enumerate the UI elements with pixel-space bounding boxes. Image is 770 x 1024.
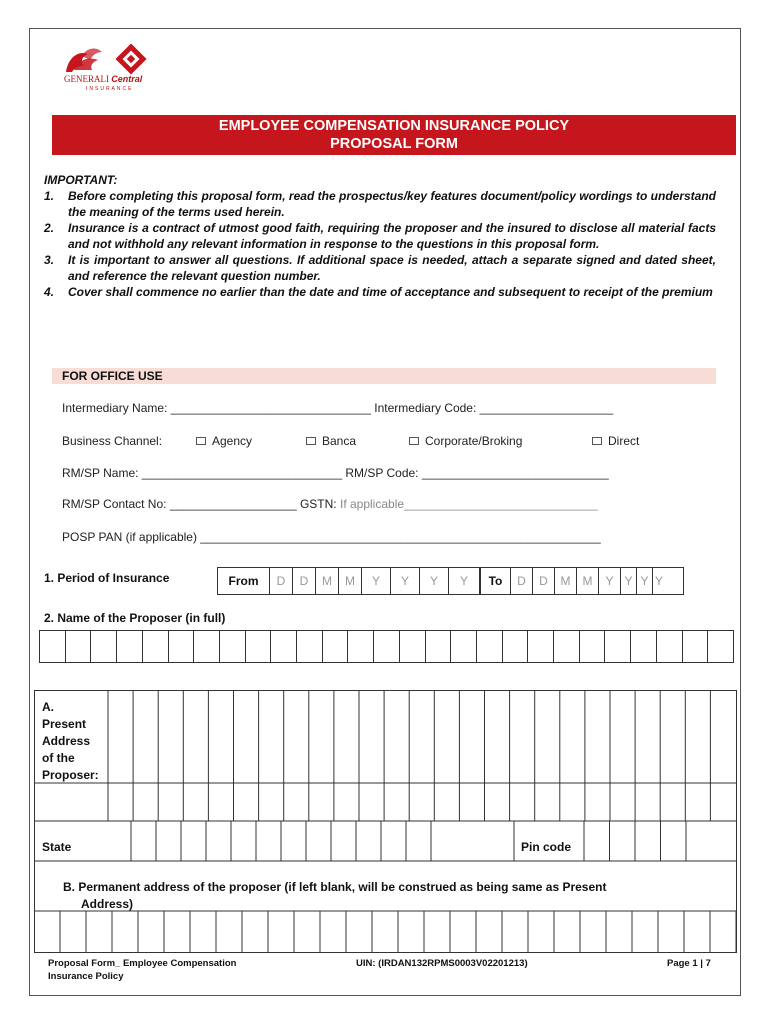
rmsp-row	[62, 466, 609, 480]
to-date-cell[interactable]: M	[555, 568, 577, 594]
to-date-cell[interactable]: Y	[621, 568, 637, 594]
from-date-cell[interactable]: D	[270, 568, 293, 594]
important-item	[44, 188, 716, 220]
form-title-bar	[52, 115, 736, 155]
name-char-cell[interactable]	[194, 631, 220, 663]
channel-banca[interactable]	[306, 434, 356, 448]
name-char-cell[interactable]	[605, 631, 631, 663]
important-item	[44, 220, 716, 252]
name-char-cell[interactable]	[451, 631, 477, 663]
footer-line: Proposal Form_ Employee Compensation	[48, 958, 237, 969]
present-address-line: Proposer:	[42, 768, 99, 782]
rmsp-contact-field[interactable]: RM/SP Contact No: ___________________	[62, 497, 297, 511]
from-label: From	[218, 568, 270, 594]
item-text: Cover shall commence no earlier than the date and time of acceptance and subsequent to receipt of the premium	[68, 285, 713, 299]
channel-agency[interactable]	[196, 434, 252, 448]
item-number: 2.	[44, 221, 55, 235]
important-notes	[44, 172, 716, 300]
gstn-field[interactable]: If applicable_____________________________	[339, 497, 598, 511]
intermediary-name-field[interactable]: Intermediary Name: ______________________________	[62, 401, 371, 415]
from-date-cell[interactable]: Y	[391, 568, 420, 594]
name-char-cell[interactable]	[374, 631, 400, 663]
name-char-cell[interactable]	[502, 631, 528, 663]
name-char-cell[interactable]	[554, 631, 580, 663]
from-date-cell[interactable]: Y	[459, 574, 468, 588]
proposer-name-label: 2. Name of the Proposer (in full)	[44, 611, 226, 625]
footer-page-number: Page 1 | 7	[667, 958, 711, 969]
name-char-cell[interactable]	[245, 631, 271, 663]
name-char-cell[interactable]	[528, 631, 554, 663]
item-text: Before completing this proposal form, read the prospectus/key features document/policy wordings to understand the meaning of the terms used herein.	[68, 189, 716, 219]
from-date-cell[interactable]: D	[293, 568, 316, 594]
permanent-address-text: Address)	[81, 897, 134, 911]
to-date-cell[interactable]: Y	[654, 574, 663, 588]
pin-code-label: Pin code	[521, 840, 572, 854]
brand-main: GENERALI	[64, 74, 109, 84]
footer-form-name	[48, 957, 236, 983]
footer-line: Insurance Policy	[48, 971, 124, 982]
address-grid-lines	[34, 690, 737, 953]
name-char-cell[interactable]	[297, 631, 323, 663]
channel-direct[interactable]	[592, 434, 639, 448]
name-char-cell[interactable]	[682, 631, 708, 663]
important-item	[44, 252, 716, 284]
rmsp-name-field[interactable]: RM/SP Name: ______________________________	[62, 466, 343, 480]
from-date-cell[interactable]: Y	[420, 568, 449, 594]
name-char-cell[interactable]	[91, 631, 117, 663]
name-char-cell[interactable]	[579, 631, 605, 663]
to-date-cell[interactable]: Y	[637, 568, 653, 594]
checkbox-icon[interactable]	[592, 437, 602, 445]
name-char-cell[interactable]	[219, 631, 245, 663]
name-char-cell[interactable]	[142, 631, 168, 663]
channel-label: Direct	[608, 434, 640, 448]
brand-sub: Central	[111, 74, 143, 84]
important-item	[44, 284, 716, 300]
intermediary-row	[62, 401, 613, 415]
proposer-name-grid[interactable]	[39, 630, 734, 663]
name-char-cell[interactable]	[117, 631, 143, 663]
brand-name	[64, 74, 142, 84]
from-date-cell[interactable]: M	[316, 568, 339, 594]
to-date-cell[interactable]: D	[533, 568, 555, 594]
name-char-cell[interactable]	[476, 631, 502, 663]
present-address-line: of the	[42, 751, 75, 765]
item-number: 4.	[44, 285, 55, 299]
address-box	[34, 690, 737, 953]
present-address-line: Present	[42, 717, 87, 731]
name-char-cell[interactable]	[348, 631, 374, 663]
brand-tagline: INSURANCE	[86, 86, 134, 92]
to-date-cell[interactable]: D	[511, 568, 533, 594]
name-char-cell[interactable]	[631, 631, 657, 663]
name-char-cell[interactable]	[708, 631, 734, 663]
to-label: To	[481, 568, 511, 594]
name-char-cell[interactable]	[425, 631, 451, 663]
lion-logo-icon	[58, 44, 158, 76]
item-number: 1.	[44, 189, 55, 203]
name-char-cell[interactable]	[65, 631, 91, 663]
channel-label: Agency	[212, 434, 253, 448]
to-date-box[interactable]	[480, 567, 684, 595]
channel-label: Banca	[322, 434, 357, 448]
checkbox-icon[interactable]	[409, 437, 419, 445]
checkbox-icon[interactable]	[196, 437, 206, 445]
footer-uin: UIN: (IRDAN132RPMS0003V02201213)	[356, 958, 528, 969]
to-date-cell[interactable]: Y	[599, 568, 621, 594]
name-char-cell[interactable]	[399, 631, 425, 663]
channel-label: Corporate/Broking	[425, 434, 523, 448]
name-char-cell[interactable]	[322, 631, 348, 663]
item-text: It is important to answer all questions. If additional space is needed, attach a separate signed and dated sheet, and reference the relevant question number.	[68, 253, 716, 283]
state-label: State	[42, 840, 72, 854]
name-char-cell[interactable]	[40, 631, 66, 663]
period-of-insurance-label: 1. Period of Insurance	[44, 571, 170, 585]
permanent-address-label	[63, 879, 733, 913]
from-date-cell[interactable]: Y	[362, 568, 391, 594]
posp-pan-field[interactable]: POSP PAN (if applicable) ____________________________________________________________	[62, 530, 601, 544]
channel-corporate-broking[interactable]	[409, 434, 522, 448]
item-number: 3.	[44, 253, 55, 267]
item-text: Insurance is a contract of utmost good faith, requiring the proposer and the insured to disclose all material facts and not withhold any relevant information in response to the questions in this proposal form.	[68, 221, 716, 251]
permanent-address-text: B. Permanent address of the proposer (if left blank, will be construed as being same as Present	[63, 880, 607, 894]
contact-row	[62, 497, 598, 511]
company-logo	[58, 44, 158, 94]
form-subtitle: PROPOSAL FORM	[330, 136, 458, 152]
name-char-cell[interactable]	[656, 631, 682, 663]
intermediary-code-field[interactable]: Intermediary Code: ____________________	[374, 401, 614, 415]
form-title: EMPLOYEE COMPENSATION INSURANCE POLICY	[218, 118, 570, 134]
from-date-cell[interactable]: M	[339, 568, 362, 594]
from-date-box[interactable]	[217, 567, 480, 595]
important-heading: IMPORTANT:	[44, 173, 118, 187]
to-date-cell[interactable]: M	[577, 568, 599, 594]
rmsp-code-field[interactable]: RM/SP Code: ____________________________	[345, 466, 609, 480]
present-address-line: Address	[42, 734, 91, 748]
present-address-label	[42, 699, 99, 784]
name-char-cell[interactable]	[271, 631, 297, 663]
checkbox-icon[interactable]	[306, 437, 316, 445]
office-use-heading: FOR OFFICE USE	[52, 368, 716, 384]
business-channel-label: Business Channel:	[62, 434, 163, 448]
name-char-cell[interactable]	[168, 631, 194, 663]
gstn-label: GSTN:	[299, 497, 337, 511]
business-channel-row	[62, 434, 640, 448]
present-address-line: A.	[42, 700, 54, 714]
